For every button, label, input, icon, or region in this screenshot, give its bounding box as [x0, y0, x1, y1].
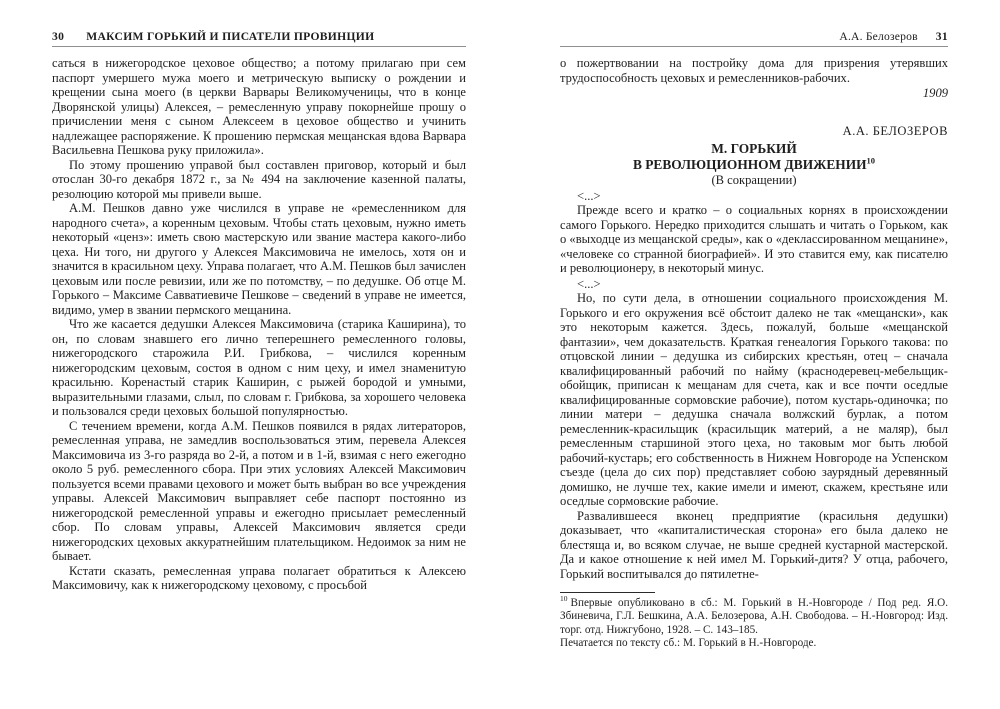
footnote-reference: 10: [866, 155, 876, 166]
footnote-rule: [560, 592, 655, 593]
right-page: [560, 0, 948, 650]
body-paragraph: Развалившееся вконец предприятие (красильня дедушки) доказывает, что «капиталистическая сторона» его была далеко не блестяща и, во всяком случае, не выше средней кустарной мастерской. Да и какое отношение к ней имел М. Горький-дитя? У отца, рабочего, Горький воспитывался до пятилетне-: [560, 508, 948, 581]
body-paragraph: о пожертвовании на постройку дома для призрения утерявших трудоспособность цеховых и ремесленников-рабочих.: [560, 56, 948, 85]
body-paragraph: саться в нижегородское цеховое общество; а потому прилагаю при сем паспорт умершего мужа моего и метрическую выписку о рождении и крещении сына моего (в церкви Варвары Великомученицы, что в конце Дворянской улицы) Алексея, – ремесленную управу покорнейше прошу о причислении меня с сыном Алексеем в цеховое общество и учинить надлежащее распоряжение. К прошению пермская мещанская вдова Варвара Васильевна Пешкова руку приложила».: [52, 56, 466, 157]
footnote-text: [560, 637, 948, 650]
article-title: [560, 141, 948, 172]
footnote-line2: Печатается по тексту сб.: М. Горький в Н.-Новгороде.: [560, 637, 817, 650]
omission-mark: <...>: [577, 276, 601, 291]
omission-mark: <...>: [577, 188, 601, 203]
body-paragraph: А.М. Пешков давно уже числился в управе не «ремесленником для народного счета», а коренным цеховым. Чтобы стать цеховым, нужно иметь некоторый «ценз»: иметь свою мастерскую или звание мастера какого-либо цеха. Ни того, ни другого у Алексея Максимовича не имелось, хотя он и значится в красильном цеху. Управа полагает, что А.М. Пешков был зачислен цеховым или после ревизии, или же по потомству, – по дедушке. Об отце М. Горького – Максиме Савватиевиче Пешкове – сведений в управе не имеется, видимо, умер в звании пермского мещанина.: [52, 201, 466, 317]
body-paragraph: Кстати сказать, ремесленная управа полагает обратиться к Алексею Максимовичу, как к нижегородскому цеховому, с просьбой: [52, 563, 466, 592]
page-number-left: 30: [52, 30, 65, 43]
body-paragraph: Прежде всего и кратко – о социальных корнях в происхождении самого Горького. Нередко приходится слышать и читать о Горьком, как о «выходце из мещанской среды», как о «деклассированном мещанине», «человеке со странной биографией». И это ставится ему, как писателю и революционеру, в некоторый минус.: [560, 203, 948, 276]
right-page-body: [560, 56, 948, 581]
running-author: А.А. Белозеров: [839, 30, 918, 43]
header-rule-left: [52, 46, 466, 47]
footnote-text: [560, 594, 948, 637]
article-subtitle: (В сокращении): [711, 173, 797, 188]
date-line: 1909: [922, 86, 948, 100]
running-head-right: [560, 0, 948, 43]
author-byline: А.А. БЕЛОЗЕРОВ: [842, 123, 948, 138]
footnote-line1: Впервые опубликовано в сб.: М. Горький в Н.-Новгороде / Под ред. Я.О. Збиневича, Г.Л. Бешкина, А.А. Белозерова, А.Н. Свободова. – Н.-Новгород: Изд. торг. отд. Нижгубоно, 1928. – С. 143–185.: [560, 597, 948, 636]
body-paragraph: С течением времени, когда А.М. Пешков появился в рядах литераторов, ремесленная управа, не замедлив воспользоваться этим, перевела Алексея Максимовича из 3-го разряда во 2-й, а потом и в 1-й, взимая с него ежегодно около 5 руб. ремесленного сбора. При этих условиях Алексей Максимович пользуется всеми правами цехового и может быть выбран во все учреждения управы. Алексей Максимович выправляет себе паспорт постоянно из нижегородской ремесленной управы и ежегодно присылает ремесленный сбор. По словам управы, Алексей Максимович является среди нижегородских цеховых аккуратнейшим плательщиком. Недоимок за ним не бывает.: [52, 418, 466, 563]
running-head-left: [52, 0, 466, 43]
body-paragraph: Что же касается дедушки Алексея Максимовича (старика Каширина), то он, по словам знавшего его лично теперешнего ремесленного головы, нижегородского старожила Р.И. Грибкова, – числился коренным нижегородским цеховым, состоя в одном с ним цеху, и имел знаменитую красильню. Коренастый старик Каширин, с рыжей бородой и умными, выразительными глазами, слыл, по словам г. Грибкова, за хорошего человека и пользовался среди цеховых большой популярностью.: [52, 317, 466, 418]
footnote-marker: 10: [560, 594, 568, 604]
left-page: [52, 0, 466, 593]
header-rule-right: [560, 46, 948, 47]
footnote-block: [560, 592, 948, 650]
page-number-right: 31: [935, 30, 948, 43]
article-title-line1: М. ГОРЬКИЙ: [711, 141, 797, 156]
article-title-line2: В РЕВОЛЮЦИОННОМ ДВИЖЕНИИ: [632, 156, 867, 172]
article-title-line2-wrap: [560, 157, 948, 173]
body-paragraph: По этому прошению управой был составлен приговор, который и был отослан 30-го декабря 1872 г., за № 494 на заключение казенной палаты, резолюцию которой мы привели выше.: [52, 157, 466, 201]
left-page-body: [52, 56, 466, 593]
body-paragraph: Но, по сути дела, в отношении социального происхождения М. Горького и его окружения всё обстоит далеко не так «мещански», как это некоторым кажется. Здесь, пожалуй, больше «мещанской фантазии», чем доказательств. Краткая генеалогия Горького такова: по отцовской линии – дедушка из сибирских крестьян, отец – сначала квалифицированный рабочий по найму (краснодеревец-мебельщик-обойщик, приписан к мещанам для счета, как и все почти оседлые квалифицированные сормовские рабочие), потом кустарь-одиночка; по линии матери – дедушка сначала волжский бурлак, а потом ремесленник-красильщик (красильщик материй, а не маляр), был ремесленным старшиной этого цеха, но таковым мог быть любой рабочий-кустарь; его собственность в Нижнем Новгороде на Успенском съезде (цела до сих пор) представляет собою заурядный деревянный домишко, не лучше тех, какие имели и имеют, скажем, крестьяне или оседлые сормовские рабочие.: [560, 291, 948, 509]
running-title: МАКСИМ ГОРЬКИЙ И ПИСАТЕЛИ ПРОВИНЦИИ: [86, 30, 375, 43]
